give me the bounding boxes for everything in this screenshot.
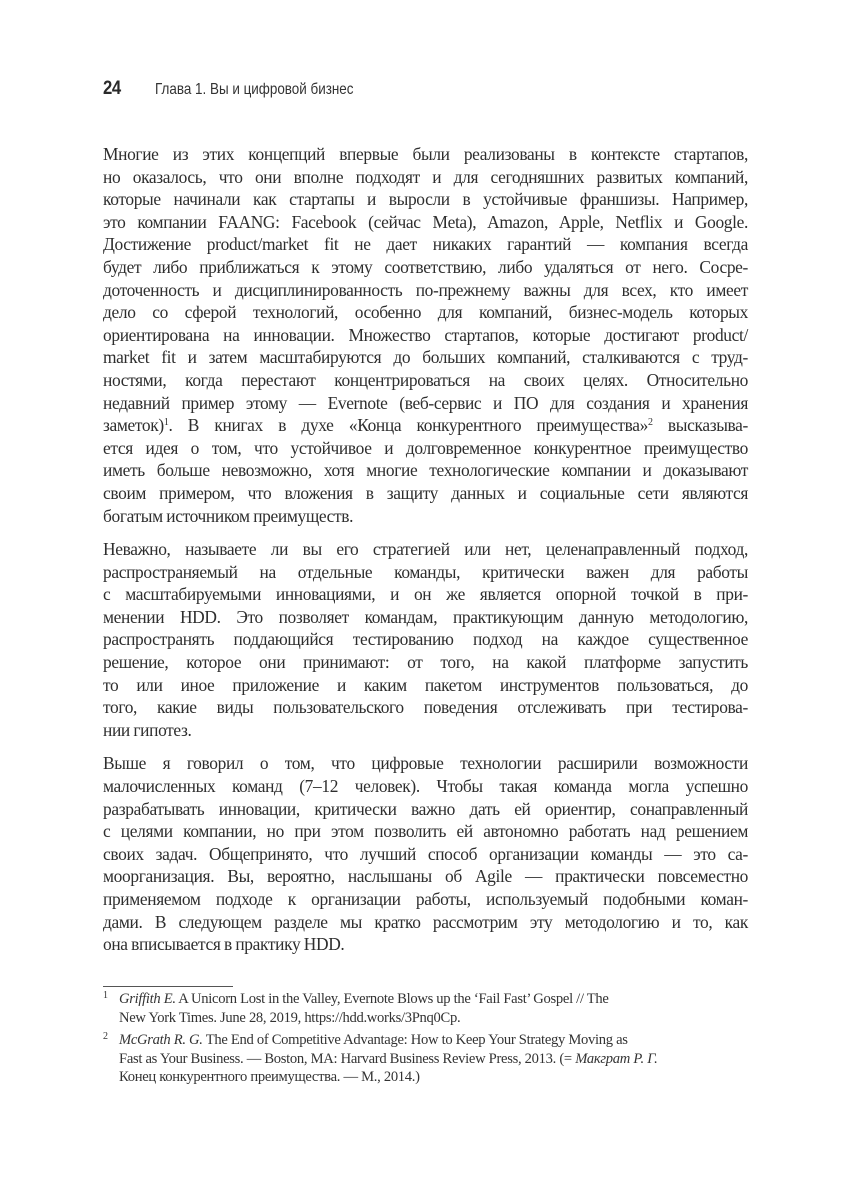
- text-line: дами. В следующем разделе мы кратко рассмотрим эту методологию и то, как: [103, 911, 748, 932]
- text-line: разрабатывать инновации, критически важно дать ей ориентир, сонаправленный: [103, 798, 748, 819]
- text-line: своих задач. Общепринято, что лучший способ организации команды — это са-: [103, 843, 748, 864]
- footnotes: [103, 990, 748, 1091]
- footnote-1: 1 Griffith E. A Unicorn Lost in the Valley, Evernote Blows up the ‘Fail Fast’ Gospel // The New York Times. June 28, 2019, https://hdd.works/3Pnq0Cp.: [103, 990, 748, 1027]
- text-line: менении HDD. Это позволяет командам, практикующим данную методологию,: [103, 606, 748, 627]
- footnote-ref-1[interactable]: 1: [163, 417, 169, 429]
- text-line: дело со сферой технологий, особенно для компаний, бизнес-модель которых: [103, 302, 748, 323]
- text-line: доточенность и дисциплинированность по-прежнему важны для всех, кто имеет: [103, 279, 748, 300]
- translated-author: Макграт Р. Г.: [575, 1050, 658, 1067]
- text-line: с масштабируемыми инновациями, и он же является опорной точкой в при-: [103, 584, 748, 605]
- footnote-number: 2: [103, 1031, 108, 1042]
- text-line: иметь больше невозможно, хотя многие технологические компании и доказывают: [103, 460, 748, 481]
- text-line: это компании FAANG: Facebook (сейчас Meta), Amazon, Apple, Netflix и Google.: [103, 211, 748, 232]
- text-line: применяемом подходе к организации работы, используемый подобными коман-: [103, 889, 748, 909]
- footnote-line: New York Times. June 28, 2019, https://hdd.works/3Pnq0Cp.: [119, 1009, 461, 1026]
- text-line: но оказалось, что они вполне подходят и для сегодняшних развитых компаний,: [103, 166, 748, 187]
- text-line: богатым источником преимуществ.: [103, 505, 354, 526]
- text-line: решение, которое они принимают: от того, на какой платформе запустить: [103, 652, 748, 673]
- running-header: [103, 78, 391, 102]
- footnote-divider: [103, 986, 233, 987]
- text-line: с целями компании, но при этом позволить ей автономно работать над решением: [103, 821, 748, 842]
- text-line: то или иное приложение и каким пакетом инструментов пользоваться, до: [103, 674, 748, 695]
- text-line: ностями, когда перестают концентрироваться на своих целях. Относительно: [103, 369, 748, 390]
- text-line: ориентирована на инновации. Множество стартапов, которые достигают product/: [103, 324, 748, 345]
- text-line: ется идея о том, что устойчивое и долговременное конкурентное преимущество: [103, 437, 748, 458]
- text-line: своим примером, что вложения в защиту данных и социальные сети являются: [103, 482, 748, 503]
- text-line: того, какие виды пользовательского поведения отслеживать при тестирова-: [103, 697, 748, 718]
- text-line: она вписывается в практику HDD.: [103, 934, 345, 955]
- paragraph-2: [103, 538, 748, 741]
- paragraph-3: [103, 752, 748, 955]
- footnote-ref-2[interactable]: 2: [647, 417, 653, 429]
- text-line: Выше я говорил о том, что цифровые технологии расширили возможности: [103, 753, 748, 774]
- footnote-number: 1: [103, 990, 108, 1001]
- text-line: малочисленных команд (7–12 человек). Чтобы такая команда могла успешно: [103, 776, 748, 797]
- text-line: недавний пример этому — Evernote (веб-сервис и ПО для создания и хранения: [103, 392, 748, 413]
- paragraph-1: [103, 143, 748, 527]
- text-line: market fit и затем масштабируются до больших компаний, сталкиваются с труд-: [103, 347, 748, 368]
- text-line: распространяемый на отдельные команды, критически важен для работы: [103, 561, 748, 582]
- text-line: которые начинали как стартапы и выросли в устойчивые франшизы. Например,: [103, 189, 748, 210]
- text-line: распространять поддающийся тестированию подход на каждое существенное: [103, 629, 748, 650]
- text-line: Неважно, называете ли вы его стратегией или нет, целенаправленный подход,: [103, 539, 748, 560]
- text-line: моорганизация. Вы, вероятно, наслышаны об Agile — практически повсеместно: [103, 866, 748, 887]
- footnote-2: 2 McGrath R. G. The End of Competitive Advantage: How to Keep Your Strategy Moving as Fast as Your Business. — Boston, MA: Harvard Business Review Press, 2013. (= Макграт Р. Г. Конец конкурентного преимущества. — М., 2014.): [103, 1031, 748, 1087]
- footnote-author: Griffith E.: [119, 991, 176, 1007]
- text-line: нии гипотез.: [103, 719, 192, 740]
- running-title: Глава 1. Вы и цифровой бизнес: [155, 81, 354, 98]
- text-line: Достижение product/market fit не дает никаких гарантий — компания всегда: [103, 234, 748, 255]
- footnote-line: Конец конкурентного преимущества. — М., 2014.): [119, 1069, 420, 1085]
- text-line-with-footnote-refs: заметок)$^1$. В книгах в духе «Конца конкурентного преимущества»$^2$ высказыва-: [103, 415, 748, 436]
- page-number: 24: [103, 78, 121, 99]
- text-line: будет либо приближаться к этому соответствию, либо удаляться от него. Сосре-: [103, 256, 748, 277]
- body-text: [103, 143, 748, 967]
- footnote-author: McGrath R. G.: [119, 1032, 203, 1048]
- text-line: Многие из этих концепций впервые были реализованы в контексте стартапов,: [103, 144, 748, 164]
